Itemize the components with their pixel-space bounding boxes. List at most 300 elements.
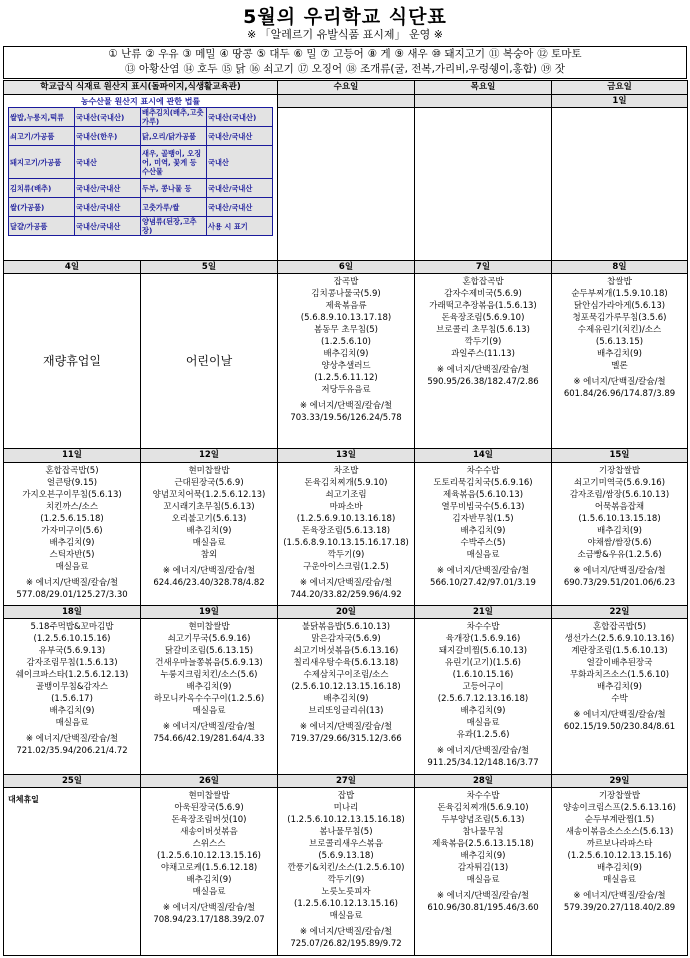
menu-item: 쇠고기버섯볶음(5.6.13.16)	[293, 646, 399, 657]
menu-item: 청포묵김가루무침(3.5.6)	[572, 313, 667, 324]
nutrition-label: ※ 에너지/단백질/칼슘/철	[436, 746, 530, 757]
day-cell	[552, 274, 688, 449]
menu-item: 육개장(1.5.6.9.16)	[445, 634, 521, 645]
menu-item: (1.2.5.6.10.12.13.15.16)	[294, 899, 398, 910]
menu-item: 멜론	[611, 361, 628, 372]
nutrition-label: ※ 에너지/단백질/칼슘/철	[573, 565, 666, 576]
daily-menu	[552, 788, 687, 916]
menu-item: 과일주스(11.13)	[451, 349, 515, 360]
date-label: 28일	[415, 774, 552, 787]
date-label: 13일	[278, 449, 415, 462]
daily-menu	[278, 619, 414, 747]
nutrition-label: ※ 에너지/단백질/칼슘/철	[162, 565, 256, 576]
menu-item: 하모니카옥수수구이(1.2.5.6)	[153, 694, 265, 705]
menu-item: 5.18주먹밥&꼬마김밥	[30, 622, 114, 633]
menu-item: 혼합잡곡밥(5)	[592, 622, 647, 633]
date-row	[4, 449, 688, 462]
nutrition-label: ※ 에너지/단백질/칼슘/철	[162, 903, 256, 914]
holiday-label: 어린이날	[185, 354, 233, 369]
menu-item: 돈육장조림(5.6.9.10)	[441, 313, 525, 324]
menu-item: 제육볶음류	[325, 301, 367, 312]
day-cell	[415, 108, 552, 261]
menu-item: (1.2.5.6.10.12.13.15.16.18)	[287, 815, 405, 826]
allergen-legend	[3, 46, 687, 79]
origin-row	[9, 108, 273, 127]
menu-item: (1.2.5.6.10.15.16)	[33, 634, 111, 645]
allergen-legend-row	[4, 47, 686, 62]
allergen-item: ⑭ 호두	[183, 63, 218, 75]
origin-law-title: 농수산물 원산지 표시에 관한 법률	[80, 97, 201, 107]
day-cell	[415, 619, 552, 775]
menu-item: 매실음료	[466, 549, 500, 560]
origin-cell: 고춧가루/쌀	[141, 198, 207, 217]
menu-item: 꼬시래기초무침(5.6.13)	[163, 501, 255, 512]
menu-item: 미나리	[333, 803, 359, 814]
date-label: 1일	[552, 95, 688, 108]
menu-item: 무화과치즈소스(1.5.6.10)	[569, 670, 670, 681]
origin-cell: 국내산(한우)	[75, 127, 141, 146]
allergen-legend-row	[4, 62, 686, 77]
origin-cell: 국내산/국내산	[207, 127, 273, 146]
menu-item: 저당두유음료	[321, 385, 371, 396]
menu-item: 도토리묵김치국(5.6.9.16)	[433, 477, 533, 488]
menu-item: 수박주스(5)	[460, 537, 506, 548]
origin-cell: 새우, 골뱅이, 오징어, 미역, 꽃게 등 수산물	[141, 146, 207, 179]
nutrition-label: ※ 에너지/단백질/칼슘/철	[299, 927, 393, 938]
daily-menu	[4, 619, 140, 759]
nutrition-values: 566.10/27.42/97.01/3.19	[430, 577, 536, 588]
menu-item: 돈육김치찌개(5.9.10)	[304, 477, 388, 488]
date-label: 5일	[141, 261, 278, 274]
date-label: 29일	[552, 774, 688, 787]
menu-table	[3, 80, 688, 956]
date-label: 4일	[4, 261, 141, 274]
menu-item: 쇠고기무국(5.6.9.16)	[167, 634, 251, 645]
day-cell	[552, 462, 688, 605]
origin-cell: 국내산(국내산)	[207, 108, 273, 127]
daily-menu	[278, 463, 414, 603]
page	[0, 6, 690, 958]
menu-item: (1.2.5.6.15.18)	[40, 513, 104, 524]
menu-item: 배추김치(9)	[460, 525, 506, 536]
menu-item: 가래떡고추장볶음(1.5.6.13)	[429, 301, 537, 312]
menu-item: 유린기(고기)(1.5.6)	[445, 658, 521, 669]
menu-item: 깐풍기&치킨/소스(1.2.5.6.10)	[287, 863, 405, 874]
origin-cell: 국내산	[75, 146, 141, 179]
day-cell	[415, 274, 552, 449]
menu-item: 쇠고기미역국(5.6.9.16)	[573, 477, 666, 488]
menu-item: 감자조림무침(1.5.6.13)	[26, 658, 118, 669]
menu-item: 김자반무침(1.5)	[452, 513, 514, 524]
menu-item: 배추김치(9)	[597, 863, 642, 874]
week-row	[4, 274, 688, 449]
nutrition-values: 721.02/35.94/206.21/4.72	[16, 746, 128, 757]
menu-item: 매실음료	[55, 561, 89, 572]
week-row	[4, 788, 688, 956]
menu-item: (2.5.6.7.12.13.16.18)	[437, 694, 529, 705]
menu-item: 현미찹쌀밥	[188, 791, 230, 802]
day-cell	[4, 788, 141, 956]
menu-item: 양송이크림스프(2.5.6.13.16)	[563, 803, 676, 814]
page-subtitle: ※ 「알레르기 유발식품 표시제」 운영 ※	[246, 28, 444, 41]
nutrition-values: 911.25/34.12/148.16/3.77	[427, 758, 539, 769]
day-cell	[141, 274, 278, 449]
menu-item: 매실음료	[466, 718, 500, 729]
menu-item: 두부양념조림(5.6.13)	[441, 815, 525, 826]
menu-item: 배추김치(9)	[49, 537, 95, 548]
menu-item: 건새우마늘쫑볶음(5.6.9.13)	[155, 658, 263, 669]
origin-cell: 국내산	[207, 146, 273, 179]
day-cell	[141, 462, 278, 605]
date-label: 7일	[415, 261, 552, 274]
day-cell	[415, 462, 552, 605]
menu-item: 새송이볶음소스소스(5.6.13)	[565, 827, 674, 838]
menu-item: 구운아이스크림(1.2.5)	[303, 561, 389, 572]
menu-item: 가자미구이(5.6)	[41, 525, 103, 536]
menu-item: 야채고로케(1.5.6.12.18)	[160, 863, 258, 874]
daily-menu	[278, 788, 414, 952]
allergen-item: ⑧ 게	[367, 48, 391, 60]
menu-item: 배추김치(9)	[460, 706, 506, 717]
day-cell	[278, 788, 415, 956]
menu-item: (5.6.8.9.10.13.17.18)	[300, 313, 392, 324]
menu-item: 스틱자반(5)	[49, 549, 95, 560]
menu-item: 맑은감자국(5.6.9)	[311, 634, 381, 645]
day-cell	[552, 619, 688, 775]
menu-item: 골뱅이무침&감자스	[35, 682, 109, 693]
menu-item: 유과(1.2.5.6)	[456, 730, 510, 741]
menu-item: 배추김치(9)	[597, 525, 642, 536]
menu-item: 양상추샐러드	[321, 361, 371, 372]
nutrition-values: 719.37/29.66/315.12/3.66	[290, 734, 402, 745]
nutrition-values: 744.20/33.82/259.96/4.92	[290, 589, 402, 600]
date-row	[4, 605, 688, 618]
allergen-item: ⑩ 돼지고기	[431, 48, 486, 60]
menu-item: (1.2.5.6.10)	[321, 337, 371, 348]
nutrition-values: 703.33/19.56/126.24/5.78	[290, 413, 402, 424]
nutrition-values: 610.96/30.81/195.46/3.60	[427, 903, 539, 914]
menu-item: 아욱된장국(5.6.9)	[174, 803, 244, 814]
menu-item: 양념꼬치어묵(1.2.5.6.12.13)	[152, 489, 266, 500]
date-label: 27일	[278, 774, 415, 787]
menu-item: 배추김치(9)	[186, 525, 232, 536]
menu-item: 쉐이크파스타(1.2.5.6.12.13)	[15, 670, 129, 681]
menu-item: 잡밥	[337, 791, 355, 802]
menu-item: 배추김치(9)	[323, 349, 369, 360]
allergen-item: ⑦ 고등어	[320, 48, 364, 60]
menu-item: 쇠고기조림	[325, 489, 367, 500]
menu-item: (1.5.6.17)	[51, 694, 93, 705]
menu-item: (2.5.6.10.12.13.15.16.18)	[291, 682, 401, 693]
weekday-header-row	[4, 81, 688, 95]
date-label: 19일	[141, 605, 278, 618]
menu-item: 브로콜리새우스볶음	[309, 839, 383, 850]
nutrition-label: ※ 에너지/단백질/칼슘/철	[436, 365, 530, 376]
origin-row	[9, 179, 273, 198]
date-label	[415, 95, 552, 108]
origin-cell: 국내산/국내산	[75, 217, 141, 236]
menu-item: 깍두기(9)	[327, 549, 365, 560]
menu-item: 돈육장조림버섯(10)	[171, 815, 247, 826]
date-label: 22일	[552, 605, 688, 618]
day-cell	[141, 619, 278, 775]
menu-item: 봄나물무침(5)	[319, 827, 373, 838]
nutrition-label: ※ 에너지/단백질/칼슘/철	[299, 401, 393, 412]
menu-item: 돼지갈비찜(5.6.10.13)	[438, 646, 528, 657]
daily-menu	[141, 463, 277, 591]
menu-item: 고등어구이	[462, 682, 504, 693]
date-label: 14일	[415, 449, 552, 462]
menu-item: 배추김치(9)	[323, 694, 369, 705]
date-label: 26일	[141, 774, 278, 787]
weekday-header: 목요일	[415, 81, 552, 95]
allergen-item: ① 난류	[108, 48, 142, 60]
menu-item: 누룽지크림치킨/소스(5.6)	[160, 670, 258, 681]
menu-item: 참외	[200, 549, 218, 560]
nutrition-label: ※ 에너지/단백질/칼슘/철	[25, 577, 119, 588]
origin-cell: 달걀/가공품	[9, 217, 75, 236]
origin-header: 학교급식 식재료 원산지 표시(돌파이지,식생활교육관)	[4, 81, 278, 95]
date-label	[278, 95, 415, 108]
menu-item: 수제삼치구이조림/소스	[303, 670, 389, 681]
menu-item: 브리또잉글리쉬(13)	[308, 706, 384, 717]
menu-item: 가지오븐구이무침(5.6.13)	[22, 489, 122, 500]
allergen-item: ⑤ 대두	[256, 48, 290, 60]
menu-item: 어묵볶음잡채	[594, 501, 645, 512]
menu-item: 매실음료	[192, 706, 226, 717]
allergen-item: ⑲ 잣	[540, 63, 565, 75]
menu-item: 혼합잡곡밥	[462, 277, 504, 288]
nutrition-label: ※ 에너지/단백질/칼슘/철	[436, 891, 530, 902]
allergen-item: ⑯ 쇠고기	[249, 63, 294, 75]
nutrition-values: 725.07/26.82/195.89/9.72	[290, 939, 402, 950]
origin-cell: 두부, 콩나물 등	[141, 179, 207, 198]
menu-item: 닭안심가라아게(5.6.13)	[573, 301, 666, 312]
origin-row	[9, 217, 273, 236]
origin-cell: 김치류(배추)	[9, 179, 75, 198]
menu-item: 매실음료	[192, 537, 226, 548]
nutrition-values: 754.66/42.19/281.64/4.33	[153, 734, 265, 745]
daily-menu	[552, 619, 687, 735]
allergen-item: ⑨ 새우	[394, 48, 428, 60]
nutrition-values: 601.84/26.96/174.87/3.89	[563, 389, 676, 400]
origin-cell: 배추김치(배추,고춧가루)	[141, 108, 207, 127]
origin-cell: 쇠고기/가공품	[9, 127, 75, 146]
allergen-item: ⑫ 토마토	[537, 48, 582, 60]
menu-item: 매실음료	[466, 875, 500, 886]
menu-item: 현미찹쌀밥	[188, 465, 230, 476]
menu-item: 감자조림/쌈장(5.6.10.13)	[569, 489, 670, 500]
menu-item: 차수수밥	[466, 791, 500, 802]
menu-item: 배추김치(9)	[597, 682, 642, 693]
daily-menu	[141, 619, 277, 747]
origin-cell: 국내산(국내산)	[75, 108, 141, 127]
menu-item: (1.6.10.15.16)	[452, 670, 514, 681]
menu-item: 스위스스	[192, 839, 226, 850]
menu-item: 혼합잡곡밥(5)	[45, 465, 99, 476]
nutrition-values: 624.46/23.40/328.78/4.82	[153, 577, 265, 588]
origin-cell: 국내산/국내산	[75, 198, 141, 217]
nutrition-label: ※ 에너지/단백질/칼슘/철	[299, 722, 393, 733]
weekday-header: 금요일	[552, 81, 688, 95]
date-row	[4, 261, 688, 274]
daily-menu	[278, 274, 414, 426]
menu-item: 새송이버섯볶음	[180, 827, 238, 838]
day-cell	[278, 462, 415, 605]
menu-item: 얼갈이배추된장국	[586, 658, 653, 669]
menu-item: 제육볶음(5.6.10.13)	[442, 489, 524, 500]
week-row	[4, 462, 688, 605]
allergen-item: ⑪ 복숭아	[489, 48, 534, 60]
origin-row	[9, 198, 273, 217]
daily-menu	[415, 274, 551, 390]
allergen-item: ⑬ 아황산염	[125, 63, 180, 75]
menu-item: (1.5.6.10.13.15.18)	[578, 513, 661, 524]
day-cell	[415, 788, 552, 956]
holiday-label: 재량휴업일	[43, 354, 101, 369]
menu-item: 근대된장국(5.6.9)	[174, 477, 244, 488]
menu-item: 봄동무 초무침(5)	[313, 325, 378, 336]
allergen-item: ⑱ 조개류(굴, 전복,가리비,우렁쉥이,홍합)	[346, 63, 537, 75]
menu-item: (1.2.5.6.10.12.13.15.16)	[567, 851, 672, 862]
nutrition-values: 577.08/29.01/125.27/3.30	[16, 589, 128, 600]
date-label: 11일	[4, 449, 141, 462]
menu-item: (5.6.9.13.18)	[318, 851, 374, 862]
day-cell	[552, 788, 688, 956]
origin-cell: 국내산/국내산	[207, 198, 273, 217]
origin-row	[9, 127, 273, 146]
menu-item: 찹쌀밥	[607, 277, 632, 288]
date-label: 15일	[552, 449, 688, 462]
day-cell	[278, 108, 415, 261]
menu-item: 잡곡밥	[333, 277, 359, 288]
menu-item: 매실음료	[55, 718, 89, 729]
date-row	[4, 774, 688, 787]
menu-item: (1.2.5.6.11.12)	[314, 373, 378, 384]
day-cell	[4, 462, 141, 605]
menu-item: (1.2.5.6.9.10.13.16.18)	[296, 513, 396, 524]
nutrition-label: ※ 에너지/단백질/칼슘/철	[573, 377, 666, 388]
menu-item: 노릇노릇피자	[321, 887, 371, 898]
menu-item: 까르보나라파스타	[586, 839, 653, 850]
date-label: 12일	[141, 449, 278, 462]
nutrition-values: 579.39/20.27/118.40/2.89	[563, 903, 676, 914]
weekday-header: 수요일	[278, 81, 415, 95]
date-row	[4, 95, 688, 108]
date-label: 18일	[4, 605, 141, 618]
menu-item: 매실음료	[329, 911, 363, 922]
menu-item: 매실음료	[192, 887, 226, 898]
menu-item: 깍두기(9)	[327, 875, 365, 886]
menu-item: 마파소바	[329, 501, 363, 512]
allergen-item: ⑰ 오징어	[297, 63, 343, 75]
nutrition-values: 708.94/23.17/188.39/2.07	[153, 915, 265, 926]
nutrition-values: 602.15/19.50/230.84/8.61	[563, 722, 676, 733]
day-cell	[552, 108, 688, 261]
menu-item: 돈육장조림(5.6.13.18)	[301, 525, 391, 536]
origin-row	[9, 146, 273, 179]
nutrition-label: ※ 에너지/단백질/칼슘/철	[573, 710, 666, 721]
menu-item: 배추김치(9)	[186, 682, 232, 693]
allergen-item: ③ 메밀	[182, 48, 216, 60]
menu-item: 열무비빔국수(5.6.13)	[441, 501, 525, 512]
menu-item: 매실음료	[603, 875, 636, 886]
allergen-item: ⑮ 닭	[221, 63, 246, 75]
menu-item: 배추김치(9)	[186, 875, 232, 886]
nutrition-label: ※ 에너지/단백질/칼슘/철	[299, 577, 393, 588]
menu-item: 배추김치(9)	[460, 851, 506, 862]
nutrition-values: 590.95/26.38/182.47/2.86	[427, 377, 539, 388]
allergen-item: ④ 땅콩	[219, 48, 253, 60]
menu-item: (1.2.5.6.10.12.13.15.16)	[157, 851, 261, 862]
menu-item: 현미찹쌀밥	[188, 622, 230, 633]
daily-menu	[4, 463, 140, 603]
menu-item: 야채쌈/쌈장(5.6)	[587, 537, 652, 548]
menu-item: 불닭볶음밥(5.6.10.13)	[301, 622, 391, 633]
allergen-item: ② 우유	[145, 48, 179, 60]
menu-item: 닭갈비조림(5.6.13.15)	[164, 646, 254, 657]
menu-item: 김치콩나물국(5.9)	[311, 289, 381, 300]
origin-cell: 사용 시 표기	[207, 217, 273, 236]
daily-menu	[415, 619, 551, 771]
week-row	[4, 619, 688, 775]
origin-cell: 국내산/국내산	[207, 179, 273, 198]
origin-cell: 쌀(가공품)	[9, 198, 75, 217]
menu-item: 소금빵&우유(1.2.5.6)	[577, 549, 662, 560]
menu-item: 차조밥	[333, 465, 359, 476]
menu-item: 수제유린기(치킨)/소스	[577, 325, 662, 336]
daily-menu	[415, 788, 551, 916]
daily-menu	[552, 463, 687, 591]
menu-item: 순두부찌개(1.5.9.10.18)	[571, 289, 668, 300]
day-cell	[141, 788, 278, 956]
menu-item: 얼큰탕(9.15)	[46, 477, 98, 488]
menu-item: 차수수밥	[466, 465, 500, 476]
origin-panel	[4, 95, 278, 261]
menu-item: 차수수밥	[466, 622, 500, 633]
origin-cell: 국내산/국내산	[75, 179, 141, 198]
daily-menu	[552, 274, 687, 402]
daily-menu	[141, 788, 277, 928]
origin-table	[8, 107, 273, 236]
menu-item: 기장찹쌀밥	[598, 791, 641, 802]
holiday-label: 대체휴일	[8, 795, 39, 805]
nutrition-label: ※ 에너지/단백질/칼슘/철	[573, 891, 666, 902]
menu-item: 기장찹쌀밥	[598, 465, 641, 476]
origin-cell: 양념류(된장,고추장)	[141, 217, 207, 236]
menu-item: 생선가스(2.5.6.9.10.13.16)	[564, 634, 675, 645]
menu-item: 감자수제비국(5.6.9)	[444, 289, 522, 300]
menu-item: 브로콜리 초무침(5.6.13)	[436, 325, 530, 336]
menu-item: (1.5.6.8.9.10.13.15.16.17.18)	[283, 537, 409, 548]
day-cell	[4, 274, 141, 449]
allergen-item: ⑥ 밀	[293, 48, 317, 60]
menu-item: 배추김치(9)	[597, 349, 642, 360]
menu-item: 감자튀김(13)	[457, 863, 509, 874]
nutrition-values: 690.73/29.51/201.06/6.23	[563, 577, 676, 588]
nutrition-label: ※ 에너지/단백질/칼슘/철	[25, 734, 119, 745]
date-label: 8일	[552, 261, 688, 274]
menu-item: 오리불고기(5.6.13)	[171, 513, 247, 524]
menu-item: (5.6.13.15)	[595, 337, 644, 348]
daily-menu	[415, 463, 551, 591]
menu-item: 계란장조림(1.5.6.10.13)	[571, 646, 668, 657]
nutrition-label: ※ 에너지/단백질/칼슘/철	[162, 722, 256, 733]
menu-item: 제육볶음(2.5.6.13.15.18)	[432, 839, 534, 850]
origin-cell: 돼지고기/가공품	[9, 146, 75, 179]
menu-item: 순두부계란찜(1.5)	[584, 815, 655, 826]
date-label: 20일	[278, 605, 415, 618]
